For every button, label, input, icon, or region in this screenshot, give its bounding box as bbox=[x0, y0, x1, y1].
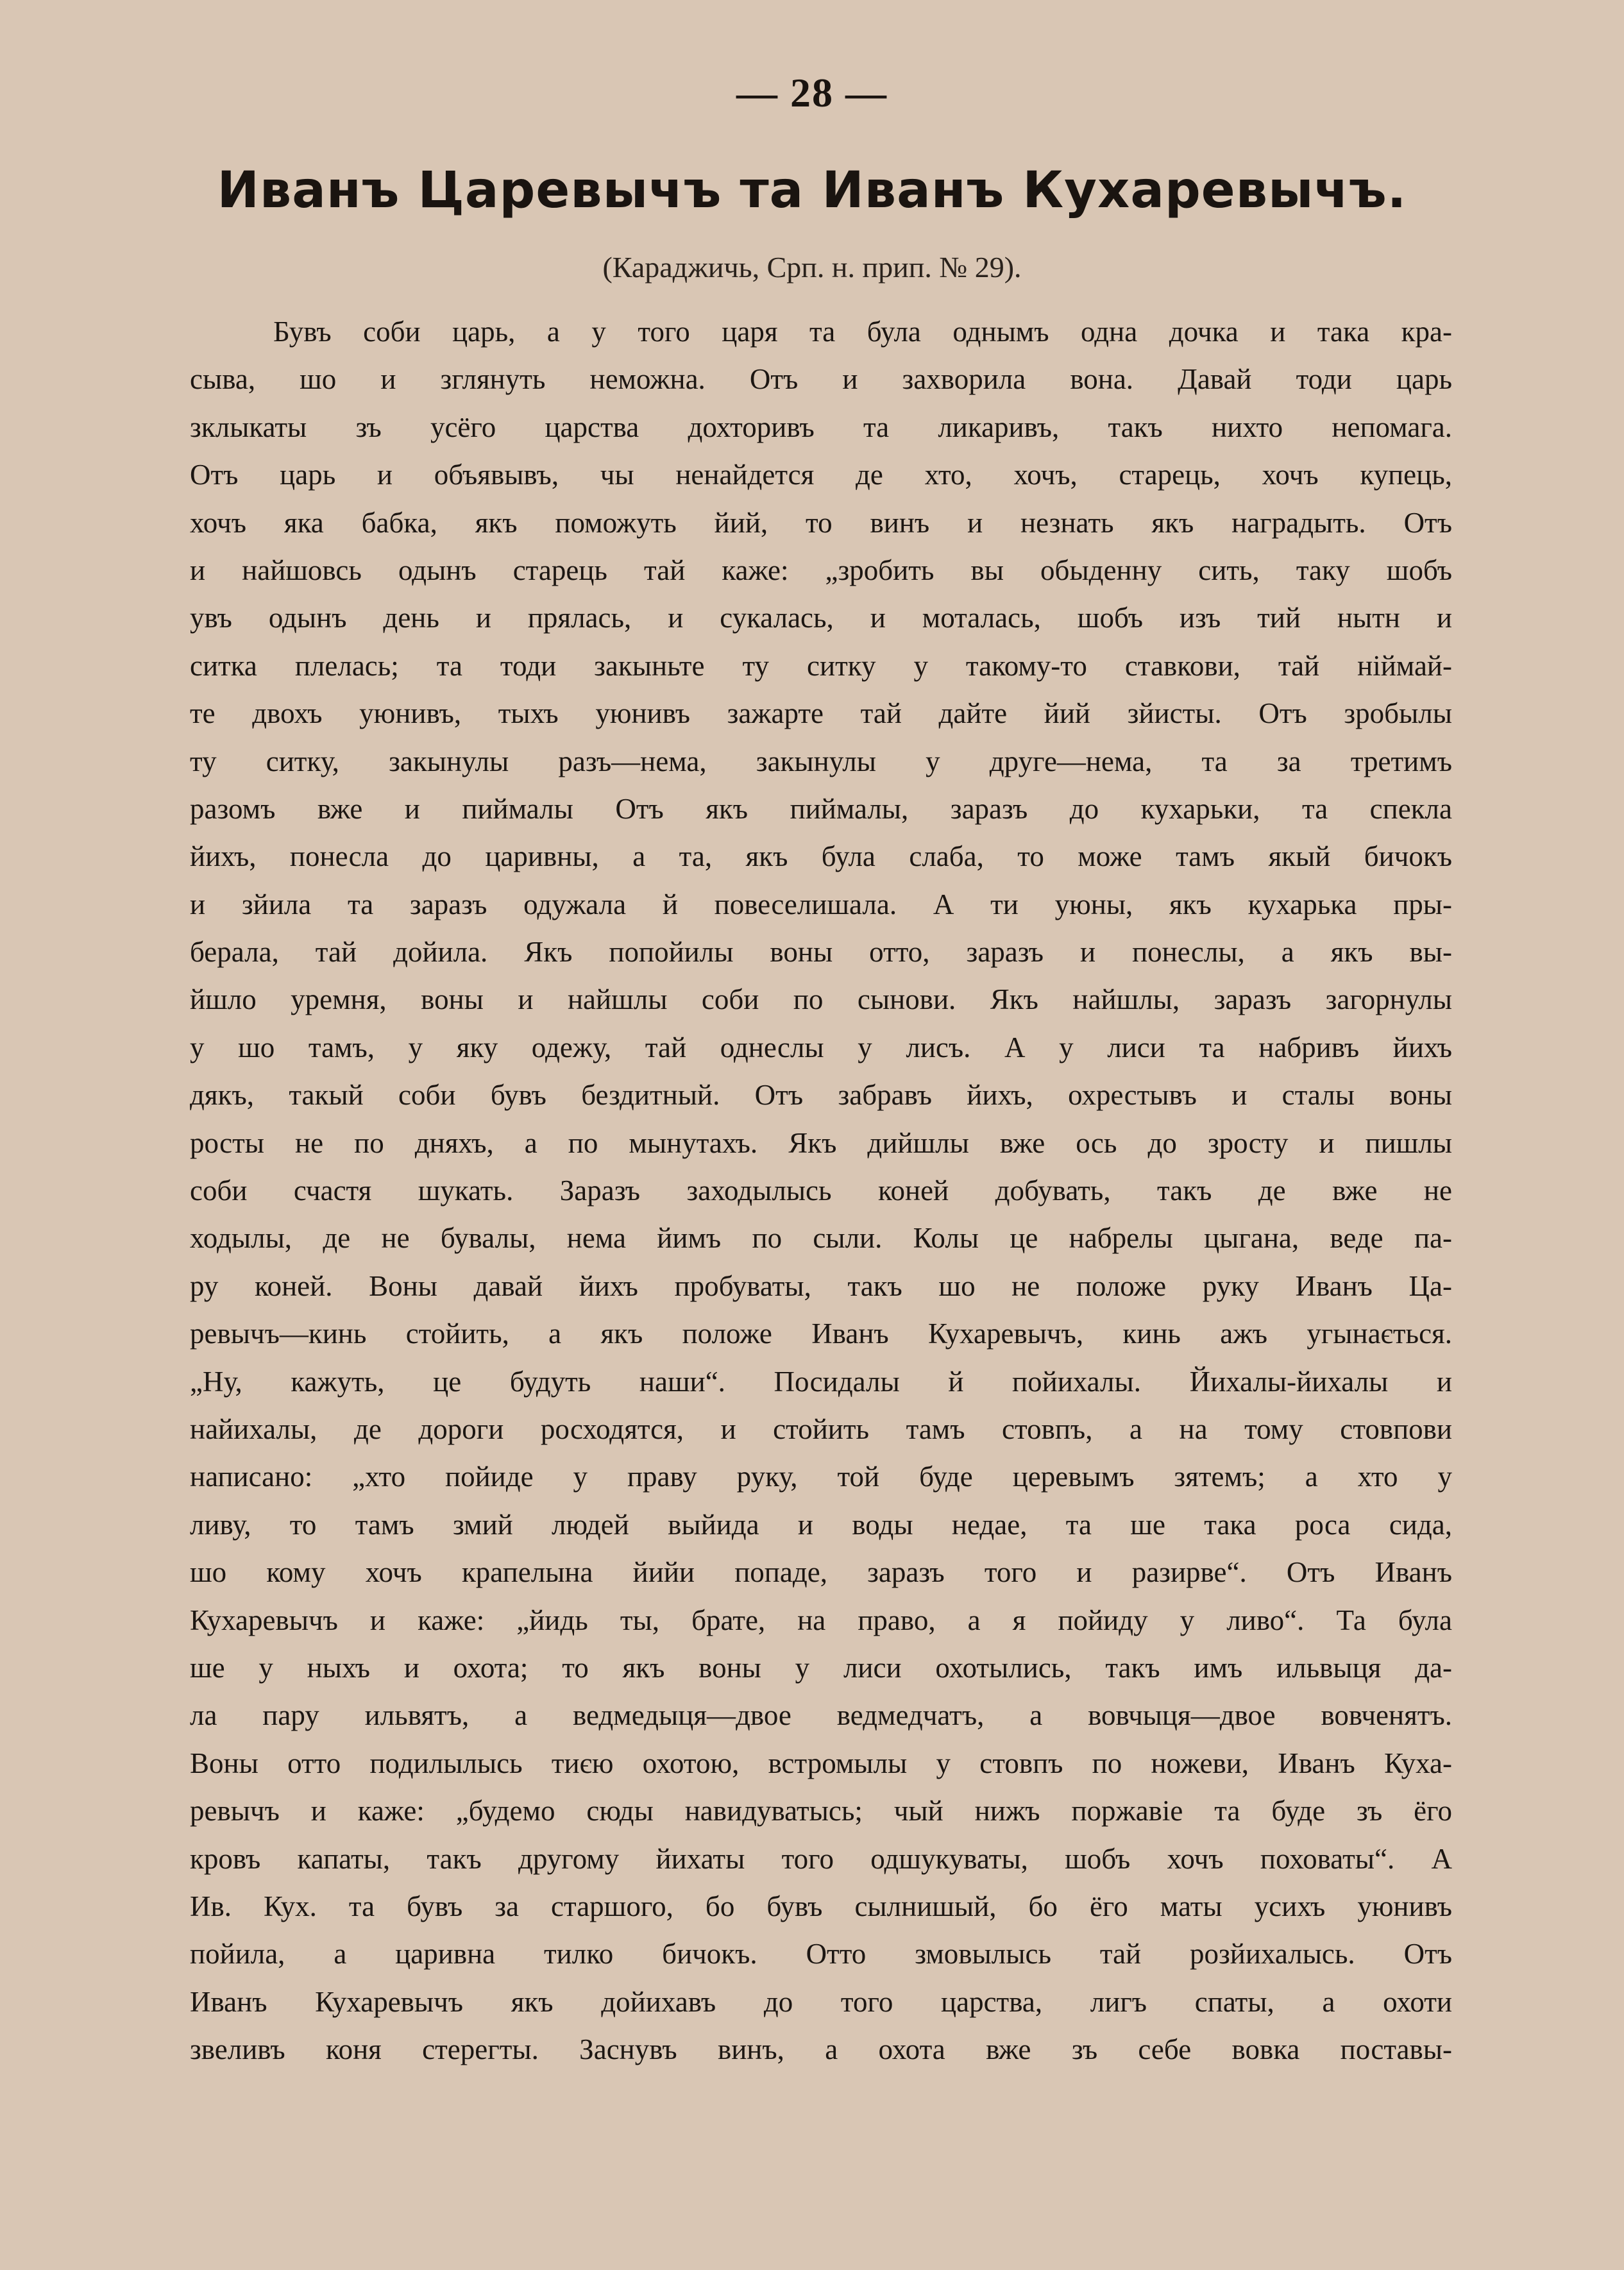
text-line: Ив. Кух. та бувъ за старшого, бо бувъ сылнишый, бо ёго маты усихъ уюнивъ bbox=[190, 1890, 1452, 1922]
text-line: увъ одынъ день и прялась, и сукалась, и моталась, шобъ изъ тий нытн и bbox=[190, 602, 1452, 634]
text-line: ливу, то тамъ змий людей выйида и воды недае, та ше така роса сида, bbox=[190, 1508, 1452, 1541]
text-line: сыва, шо и зглянуть неможна. Отъ и захворила вона. Давай тоди царь bbox=[190, 363, 1452, 396]
text-line: ситка плелась; та тоди закыньте ту ситку у такому-то ставкови, тай ніймай- bbox=[190, 649, 1452, 682]
text-line: те двохъ уюнивъ, тыхъ уюнивъ зажарте тай дайте йий зйисты. Отъ зробылы bbox=[190, 697, 1452, 730]
text-line: Кухаревычъ и каже: „йидь ты, брате, на право, а я пойиду у ливо“. Та була bbox=[190, 1604, 1452, 1636]
text-line: хочъ яка бабка, якъ поможуть йий, то винъ и незнать якъ нагрaдыть. Отъ bbox=[190, 506, 1452, 539]
text-line: зклыкаты зъ усёго царства дохторивъ та ликаривъ, такъ нихто непомага. bbox=[190, 411, 1452, 443]
text-line: Воны отто подилылысь тиєю охотою, встромылы у стовпъ по ножеви, Иванъ Куха- bbox=[190, 1747, 1452, 1779]
text-line: Отъ царь и объявывъ, чы ненайдется де хто, хочъ, старець, хочъ купець, bbox=[190, 459, 1452, 491]
text-line: шо кому хочъ крапелына йийи попаде, заразъ того и разирве“. Отъ Иванъ bbox=[190, 1556, 1452, 1589]
text-line: берала, тай дойила. Якъ попойилы воны отто, заразъ и понеслы, а якъ вы- bbox=[190, 936, 1452, 969]
text-line: ше у ныхъ и охота; то якъ воны у лиси охотылись, такъ имъ ильвыця да- bbox=[190, 1651, 1452, 1684]
text-line: йихъ, понесла до царивны, а та, якъ була слаба, то може тамъ якый бичокъ bbox=[190, 840, 1452, 873]
text-line: росты не по дняхъ, а по мынутахъ. Якъ дийшлы вже ось до зросту и пишлы bbox=[190, 1126, 1452, 1159]
text-line: йшло уремня, воны и найшлы соби по сынови. Якъ найшлы, заразъ загорнулы bbox=[190, 983, 1452, 1016]
text-line: соби счастя шукать. Заразъ заходылысь коней добувать, такъ де вже не bbox=[190, 1174, 1452, 1207]
body-text bbox=[190, 308, 1452, 2073]
text-line: и найшовсь одынъ старець тай каже: „зробить вы обыденну сить, таку шобъ bbox=[190, 554, 1452, 586]
text-line: у шо тамъ, у яку одежу, тай однеслы у лисъ. А у лиси та набривъ йихъ bbox=[190, 1031, 1452, 1063]
text-line: и зйила та заразъ одужала й повеселишала. А ти уюны, якъ кухарька пры- bbox=[190, 888, 1452, 920]
text-line: ла пару ильвятъ, а ведмедыця—двое ведмедчатъ, а вовчыця—двое вовченятъ. bbox=[190, 1699, 1452, 1732]
text-line: ходылы, де не бувалы, нема йимъ по сыли. Колы це набрелы цыгана, веде па- bbox=[190, 1222, 1452, 1255]
text-line: дякъ, такый соби бувъ бездитный. Отъ забравъ йихъ, охрестывъ и сталы воны bbox=[190, 1079, 1452, 1112]
text-line: звеливъ коня стерегты. Заснувъ винъ, а охота вже зъ себе вовка поставы- bbox=[190, 2033, 1452, 2066]
text-line: ревычъ и каже: „будемо сюды навидуватысь; чый нижъ поржавіе та буде зъ ёго bbox=[190, 1795, 1452, 1827]
text-line: „Ну, кажуть, це будуть наши“. Посидалы й пойихалы. Йихалы-йихалы и bbox=[190, 1365, 1452, 1398]
text-line: ревычъ—кинь стойить, а якъ положе Иванъ Кухаревычъ, кинь ажъ угынається. bbox=[190, 1317, 1452, 1350]
text-line: найихалы, де дороги росходятся, и стойить тамъ стовпъ, а на тому стовпови bbox=[190, 1412, 1452, 1445]
text-line: написано: „хто пойиде у праву руку, той буде церевымъ зятемъ; а хто у bbox=[190, 1461, 1452, 1493]
text-line: кровъ капаты, такъ другому йихаты того одшукуваты, шобъ хочъ поховаты“. А bbox=[190, 1842, 1452, 1875]
text-line: Бувъ соби царь, а у того царя та була однымъ одна дочка и така кра- bbox=[273, 316, 1452, 348]
story-title: Иванъ Царевычъ та Иванъ Кухаревычъ. bbox=[217, 162, 1407, 219]
source-reference: (Караджичь, Срп. н. прип. № 29). bbox=[602, 251, 1022, 284]
page-number: — 28 — bbox=[736, 70, 888, 115]
text-line: разомъ вже и пиймалы Отъ якъ пиймалы, заразъ до кухарьки, та спекла bbox=[190, 792, 1452, 825]
text-line: Иванъ Кухаревычъ якъ дойихавъ до того царства, лигъ спаты, а охоти bbox=[190, 1985, 1452, 2018]
text-line: ту ситку, закынулы разъ—нема, закынулы у друге—нема, та за третимъ bbox=[190, 745, 1452, 777]
text-line: пойила, а царивна тилко бичокъ. Отто змовылысь тай розйихалысь. Отъ bbox=[190, 1938, 1452, 1970]
text-line: ру коней. Воны давай йихъ пробуваты, такъ шо не положе руку Иванъ Ца- bbox=[190, 1269, 1452, 1302]
